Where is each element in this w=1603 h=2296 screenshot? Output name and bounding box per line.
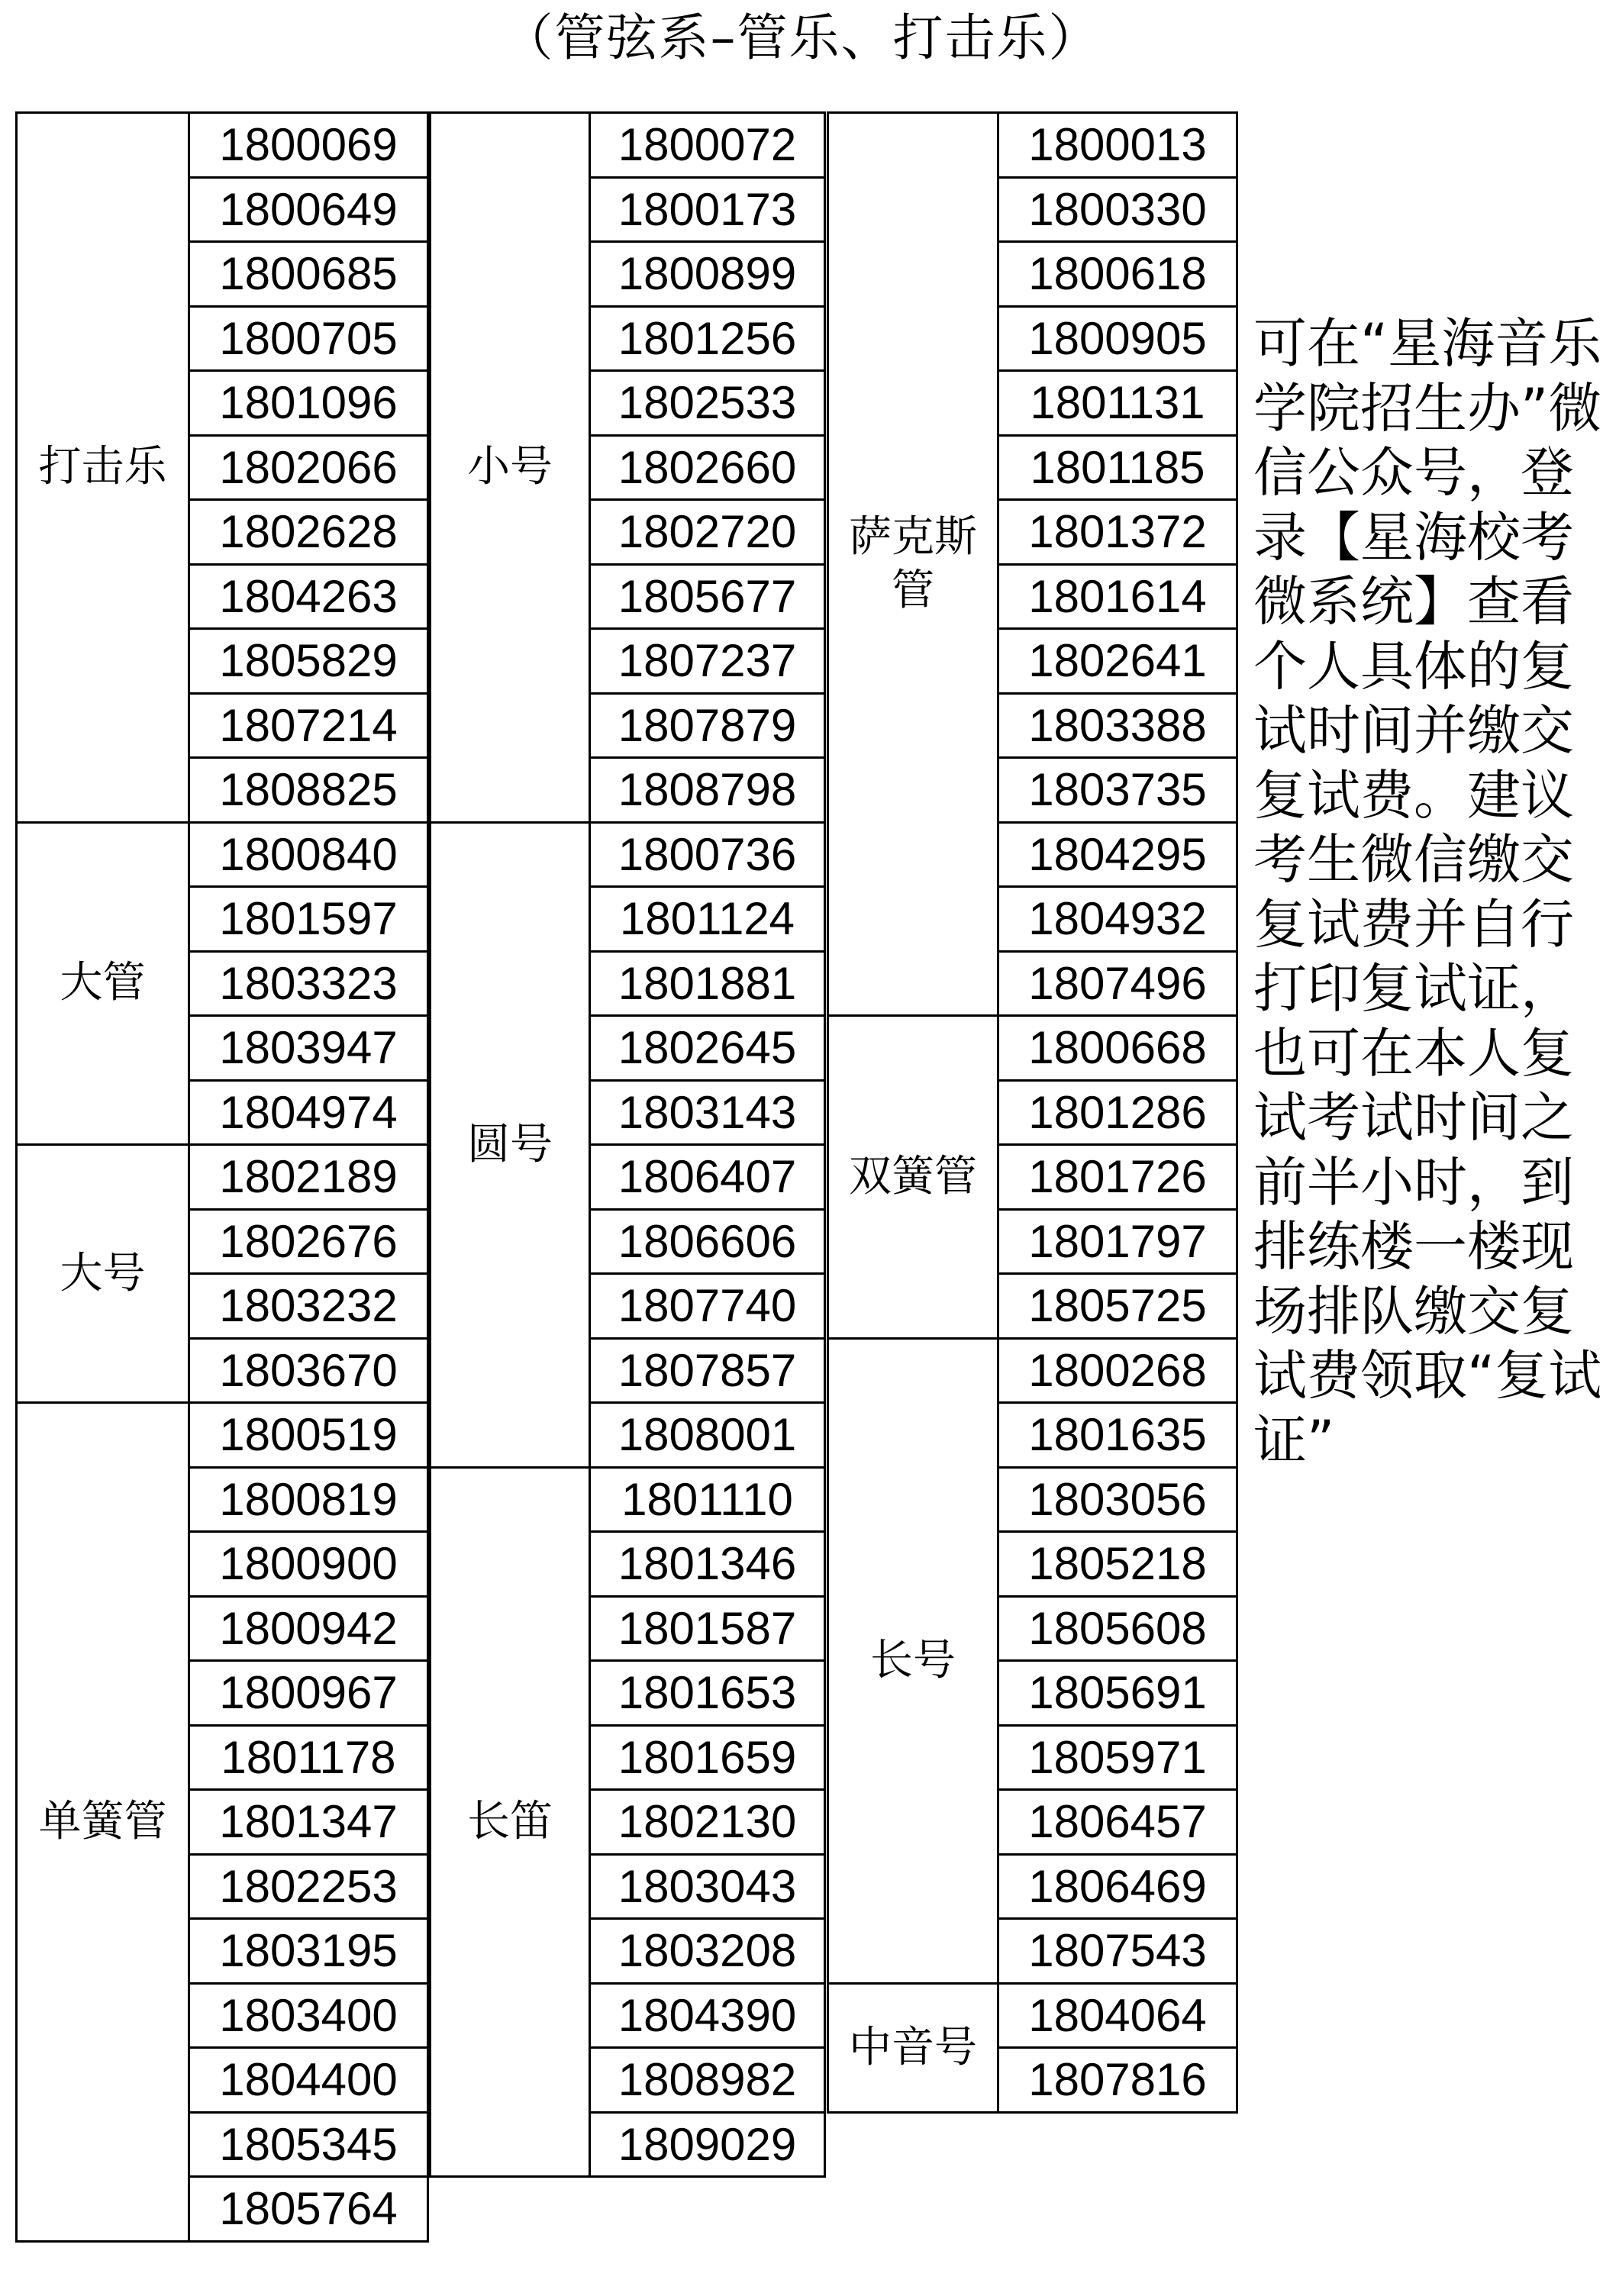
exam-number-cell: 1800330 — [997, 176, 1238, 243]
exam-number-cell: 1801178 — [188, 1724, 429, 1791]
group-label: 大号 — [15, 1143, 190, 1404]
group-label: 双簧管 — [827, 1014, 999, 1340]
exam-number-cell: 1801256 — [589, 305, 826, 372]
exam-number-cell: 1805608 — [997, 1595, 1238, 1662]
exam-number-cell: 1800705 — [188, 305, 429, 372]
exam-number-cell: 1801881 — [589, 950, 826, 1017]
exam-number-cell: 1802066 — [188, 434, 429, 501]
group-label: 长笛 — [429, 1466, 591, 2178]
exam-number-cell: 1807214 — [188, 692, 429, 759]
exam-number-cell: 1800905 — [997, 305, 1238, 372]
exam-number-cell: 1802533 — [589, 369, 826, 437]
exam-number-cell: 1808982 — [589, 2046, 826, 2114]
exam-number-cell: 1802130 — [589, 1788, 826, 1856]
group-label: 长号 — [827, 1337, 999, 1985]
exam-number-cell: 1804400 — [188, 2046, 429, 2114]
exam-number-cell: 1804932 — [997, 885, 1238, 953]
exam-number-cell: 1801372 — [997, 498, 1238, 566]
exam-number-cell: 1803195 — [188, 1917, 429, 1985]
exam-number-cell: 1801124 — [589, 885, 826, 953]
exam-number-cell: 1804295 — [997, 821, 1238, 888]
exam-number-cell: 1805829 — [188, 627, 429, 695]
exam-number-cell: 1802660 — [589, 434, 826, 501]
exam-number-cell: 1808001 — [589, 1401, 826, 1469]
exam-number-cell: 1805971 — [997, 1724, 1238, 1791]
exam-number-cell: 1800899 — [589, 240, 826, 308]
exam-number-cell: 1803947 — [188, 1014, 429, 1082]
exam-number-cell: 1806407 — [589, 1143, 826, 1211]
exam-number-cell: 1800900 — [188, 1530, 429, 1598]
exam-number-cell: 1804263 — [188, 563, 429, 630]
exam-number-cell: 1800967 — [188, 1659, 429, 1727]
group-label: 中音号 — [827, 1982, 999, 2114]
exam-number-cell: 1804974 — [188, 1079, 429, 1146]
exam-number-cell: 1800942 — [188, 1595, 429, 1662]
exam-number-cell: 1805345 — [188, 2111, 429, 2178]
exam-number-cell: 1801185 — [997, 434, 1238, 501]
group-label: 打击乐 — [15, 111, 190, 824]
exam-number-cell: 1808798 — [589, 756, 826, 824]
exam-number-cell: 1800840 — [188, 821, 429, 888]
exam-number-cell: 1801346 — [589, 1530, 826, 1598]
instruction-note: 可在“星海音乐学院招生办”微信公众号，登录【星海校考微系统】查看个人具体的复试时间并缴交复试费。建议考生微信缴交复试费并自行打印复试证，也可在本人复试考试时间之前半小时，到排练楼一楼现场排队缴交复试费领取“复试证” — [1253, 312, 1602, 1472]
exam-number-cell: 1808825 — [188, 756, 429, 824]
exam-number-cell: 1803232 — [188, 1272, 429, 1340]
exam-number-cell: 1803143 — [589, 1079, 826, 1146]
exam-number-cell: 1802641 — [997, 627, 1238, 695]
exam-number-cell: 1801726 — [997, 1143, 1238, 1211]
exam-number-cell: 1800173 — [589, 176, 826, 243]
exam-number-cell: 1800013 — [997, 111, 1238, 179]
exam-number-cell: 1801131 — [997, 369, 1238, 437]
exam-number-cell: 1802645 — [589, 1014, 826, 1082]
exam-number-cell: 1800685 — [188, 240, 429, 308]
exam-number-cell: 1800618 — [997, 240, 1238, 308]
exam-number-cell: 1800736 — [589, 821, 826, 888]
exam-number-cell: 1804390 — [589, 1982, 826, 2049]
exam-number-cell: 1801347 — [188, 1788, 429, 1856]
exam-number-cell: 1802189 — [188, 1143, 429, 1211]
exam-number-cell: 1801635 — [997, 1401, 1238, 1469]
exam-number-cell: 1800069 — [188, 111, 429, 179]
exam-number-cell: 1807496 — [997, 950, 1238, 1017]
exam-number-cell: 1807543 — [997, 1917, 1238, 1985]
exam-number-cell: 1801659 — [589, 1724, 826, 1791]
exam-number-cell: 1801614 — [997, 563, 1238, 630]
exam-number-cell: 1803208 — [589, 1917, 826, 1985]
exam-number-cell: 1806606 — [589, 1208, 826, 1275]
exam-number-cell: 1805691 — [997, 1659, 1238, 1727]
exam-number-cell: 1803670 — [188, 1337, 429, 1404]
exam-number-cell: 1801597 — [188, 885, 429, 953]
exam-number-cell: 1801286 — [997, 1079, 1238, 1146]
exam-number-cell: 1803400 — [188, 1982, 429, 2049]
exam-number-cell: 1805764 — [188, 2175, 429, 2243]
exam-number-cell: 1803388 — [997, 692, 1238, 759]
exam-number-cell: 1800668 — [997, 1014, 1238, 1082]
exam-number-cell: 1805218 — [997, 1530, 1238, 1598]
group-label: 大管 — [15, 821, 190, 1146]
exam-number-cell: 1801110 — [589, 1466, 826, 1533]
group-label: 萨克斯 管 — [827, 111, 999, 1017]
group-label: 单簧管 — [15, 1401, 190, 2243]
exam-number-cell: 1803735 — [997, 756, 1238, 824]
exam-number-cell: 1807816 — [997, 2046, 1238, 2114]
exam-number-cell: 1801653 — [589, 1659, 826, 1727]
exam-number-cell: 1803043 — [589, 1853, 826, 1920]
page-title: （管弦系–管乐、打击乐） — [502, 8, 1101, 67]
exam-number-cell: 1800649 — [188, 176, 429, 243]
exam-number-cell: 1801797 — [997, 1208, 1238, 1275]
exam-number-cell: 1807740 — [589, 1272, 826, 1340]
exam-number-cell: 1807857 — [589, 1337, 826, 1404]
exam-number-cell: 1807879 — [589, 692, 826, 759]
exam-number-cell: 1803056 — [997, 1466, 1238, 1533]
exam-number-cell: 1805725 — [997, 1272, 1238, 1340]
group-label: 圆号 — [429, 821, 591, 1469]
exam-number-cell: 1800819 — [188, 1466, 429, 1533]
exam-number-cell: 1800072 — [589, 111, 826, 179]
exam-number-cell: 1806457 — [997, 1788, 1238, 1856]
group-label: 小号 — [429, 111, 591, 824]
exam-number-cell: 1802676 — [188, 1208, 429, 1275]
exam-number-cell: 1801587 — [589, 1595, 826, 1662]
exam-number-cell: 1800519 — [188, 1401, 429, 1469]
exam-number-cell: 1802628 — [188, 498, 429, 566]
exam-number-cell: 1803323 — [188, 950, 429, 1017]
exam-number-cell: 1806469 — [997, 1853, 1238, 1920]
exam-number-cell: 1804064 — [997, 1982, 1238, 2049]
exam-number-cell: 1807237 — [589, 627, 826, 695]
exam-number-cell: 1801096 — [188, 369, 429, 437]
exam-number-cell: 1802253 — [188, 1853, 429, 1920]
exam-number-cell: 1802720 — [589, 498, 826, 566]
exam-number-cell: 1800268 — [997, 1337, 1238, 1404]
exam-number-cell: 1809029 — [589, 2111, 826, 2178]
exam-number-cell: 1805677 — [589, 563, 826, 630]
